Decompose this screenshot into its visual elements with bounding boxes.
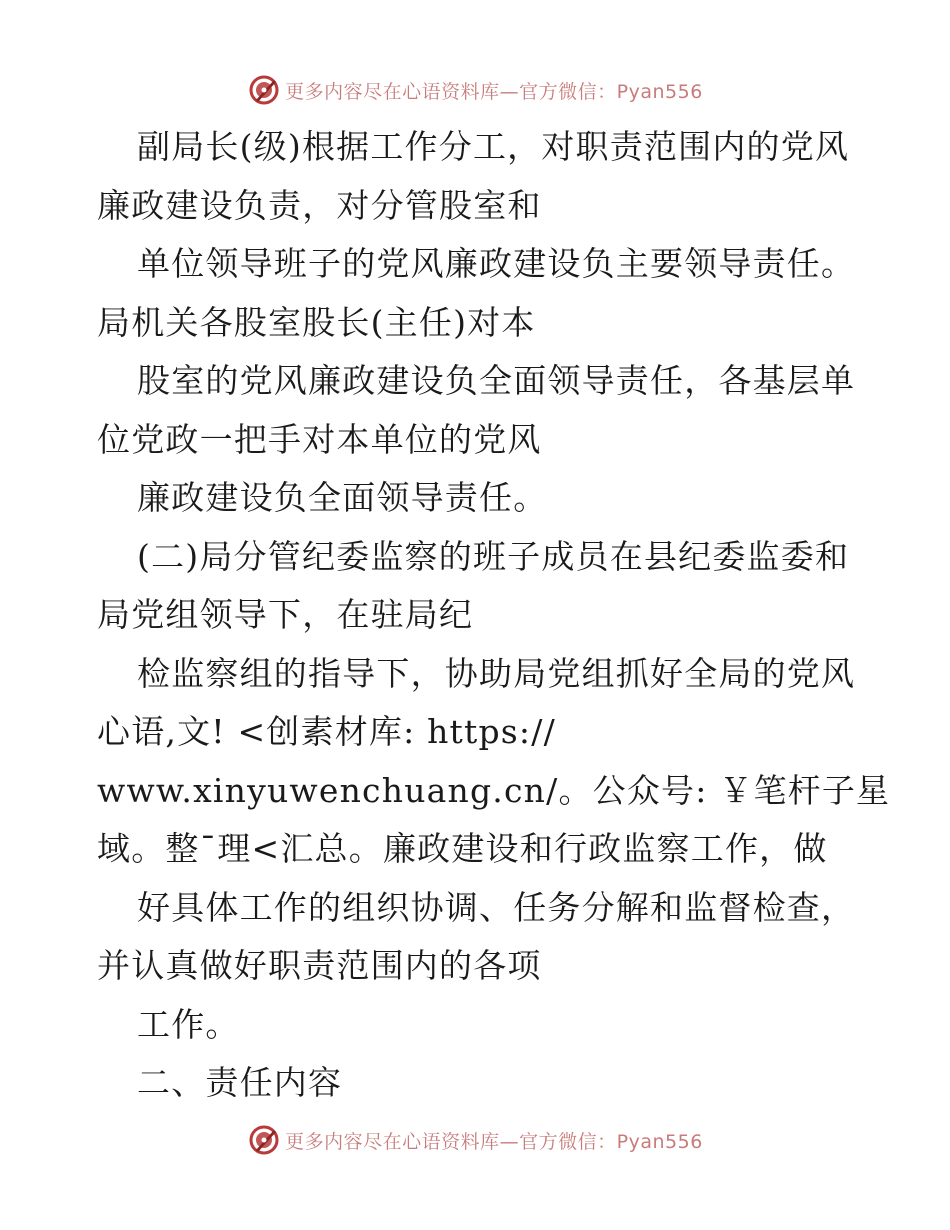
paragraph-line: www.xinyuwenchuang.cn/。公众号: ￥笔杆子星 <box>97 770 891 810</box>
paragraph-line: 廉政建设负责，对分管股室和 <box>97 185 542 225</box>
paragraph-line: (二)局分管纪委监察的班子成员在县纪委监委和 <box>137 536 850 576</box>
paragraph-line: 局党组领导下，在驻局纪 <box>97 595 474 634</box>
footer-banner <box>0 1120 950 1160</box>
header-banner-text[interactable]: 更多内容尽在心语资料库—官方微信：Pyan556 <box>285 80 703 103</box>
paragraph-line: 单位领导班子的党风廉政建设负主要领导责任。 <box>137 244 856 283</box>
paragraph-line: 廉政建设负全面领导责任。 <box>137 478 548 517</box>
paragraph-line: 好具体工作的组织协调、任务分解和监督检查， <box>137 887 856 927</box>
paragraph-line: 工作。 <box>137 1004 240 1044</box>
paragraph-line: 心语,文! <创素材库: https:// <box>97 712 556 751</box>
header-banner <box>0 70 950 110</box>
header-banner-inner <box>247 73 703 107</box>
paragraph-line: 局机关各股室股长(主任)对本 <box>97 302 536 342</box>
footer-banner-text[interactable]: 更多内容尽在心语资料库—官方微信：Pyan556 <box>285 1130 703 1153</box>
paragraph-line: 检监察组的指导下，协助局党组抓好全局的党风 <box>137 653 856 693</box>
paragraph-line: 域。整¯理<汇总。廉政建设和行政监察工作，做 <box>97 829 828 868</box>
pen-nib-circle-icon <box>247 1123 281 1157</box>
paragraph-line: 股室的党风廉政建设负全面领导责任，各基层单 <box>137 361 856 400</box>
pen-nib-circle-icon <box>247 73 281 107</box>
footer-banner-inner <box>247 1123 703 1157</box>
paragraph-line: 位党政一把手对本单位的党风 <box>97 419 542 459</box>
paragraph-line: 并认真做好职责范围内的各项 <box>97 946 542 985</box>
section-heading: 二、责任内容 <box>137 1063 343 1102</box>
paragraph-line: 副局长(级)根据工作分工，对职责范围内的党风 <box>137 127 850 166</box>
document-body <box>97 118 891 1113</box>
